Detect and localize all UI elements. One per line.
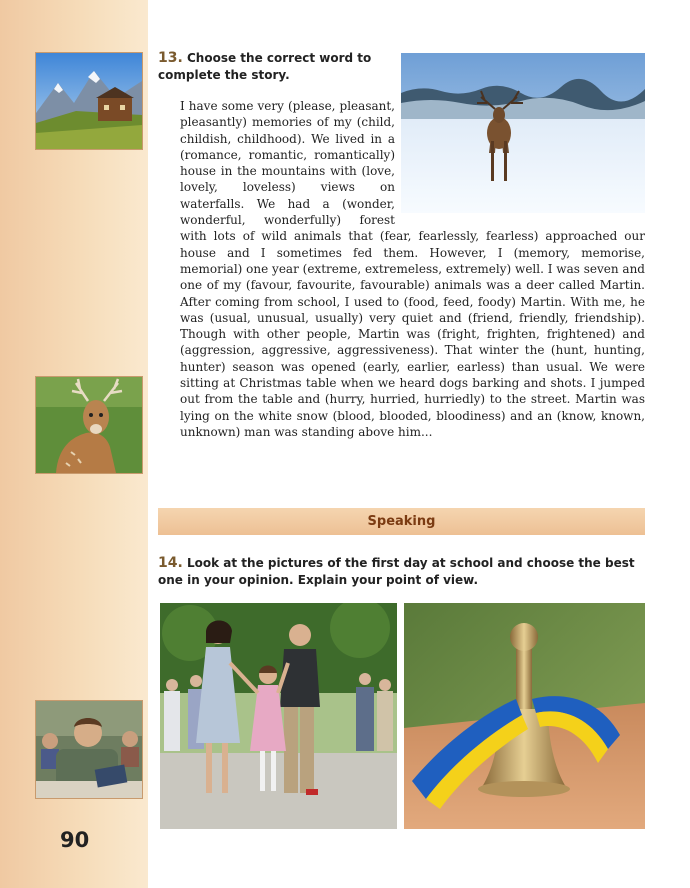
exercise-13-story	[180, 98, 645, 440]
thumbnail-deer-grass	[35, 376, 143, 474]
speaking-title: Speaking	[367, 514, 436, 529]
exercise-14-instruction: Look at the pictures of the first day at school and choose the best one in your opinion. Explain your point of view.	[158, 556, 635, 587]
exercise-13-instruction: Choose the correct word to complete the story.	[158, 51, 372, 82]
page-number: 90	[60, 828, 90, 852]
first-day-family-photo	[160, 603, 397, 829]
school-bell-photo	[404, 603, 645, 829]
thumbnail-boy-classroom	[35, 700, 143, 799]
exercise-13-heading	[158, 50, 383, 84]
exercise-14-heading	[158, 555, 645, 589]
speaking-section-bar	[158, 508, 645, 535]
thumbnail-mountain-house	[35, 52, 143, 150]
exercise-13-number: 13.	[158, 50, 183, 66]
story-image-space	[395, 98, 645, 223]
exercise-14-number: 14.	[158, 555, 183, 571]
story-text: I have some very (please, pleasant, pleasantly) memories of my (child, childish, childhood). We lived in a (romance, romantic, romantically) house in the mountains with (love, lovely, loveless) views on waterfalls. We had a (wonder, wonderful, wonderfully) forest with lots of wild animals that (fear, fearlessly, fearless) approached our house and I sometimes fed them. However, I (memory, memorise, memorial) one year (extreme, extremeless, extremely) well. I was seven and one of my (favour, favourite, favourable) animals was a deer called Martin. After coming from school, I used to (food, feed, foody) Martin. With me, he was (usual, unusual, usually) very quiet and (friend, friendly, friendship). Though with other people, Martin was (fright, frighten, frightened) and (aggression, aggressive, aggressiveness). That winter the (hunt, hunting, hunter) season was opened (early, earlier, earless) than usual. We were sitting at Christmas table when we heard dogs barking and shots. I jumped out from the table and (hurry, hurried, hurriedly) to the street. Martin was lying on the white snow (blood, blooded, bloodiness) and an (know, known, unknown) man was standing above him...	[180, 99, 645, 439]
